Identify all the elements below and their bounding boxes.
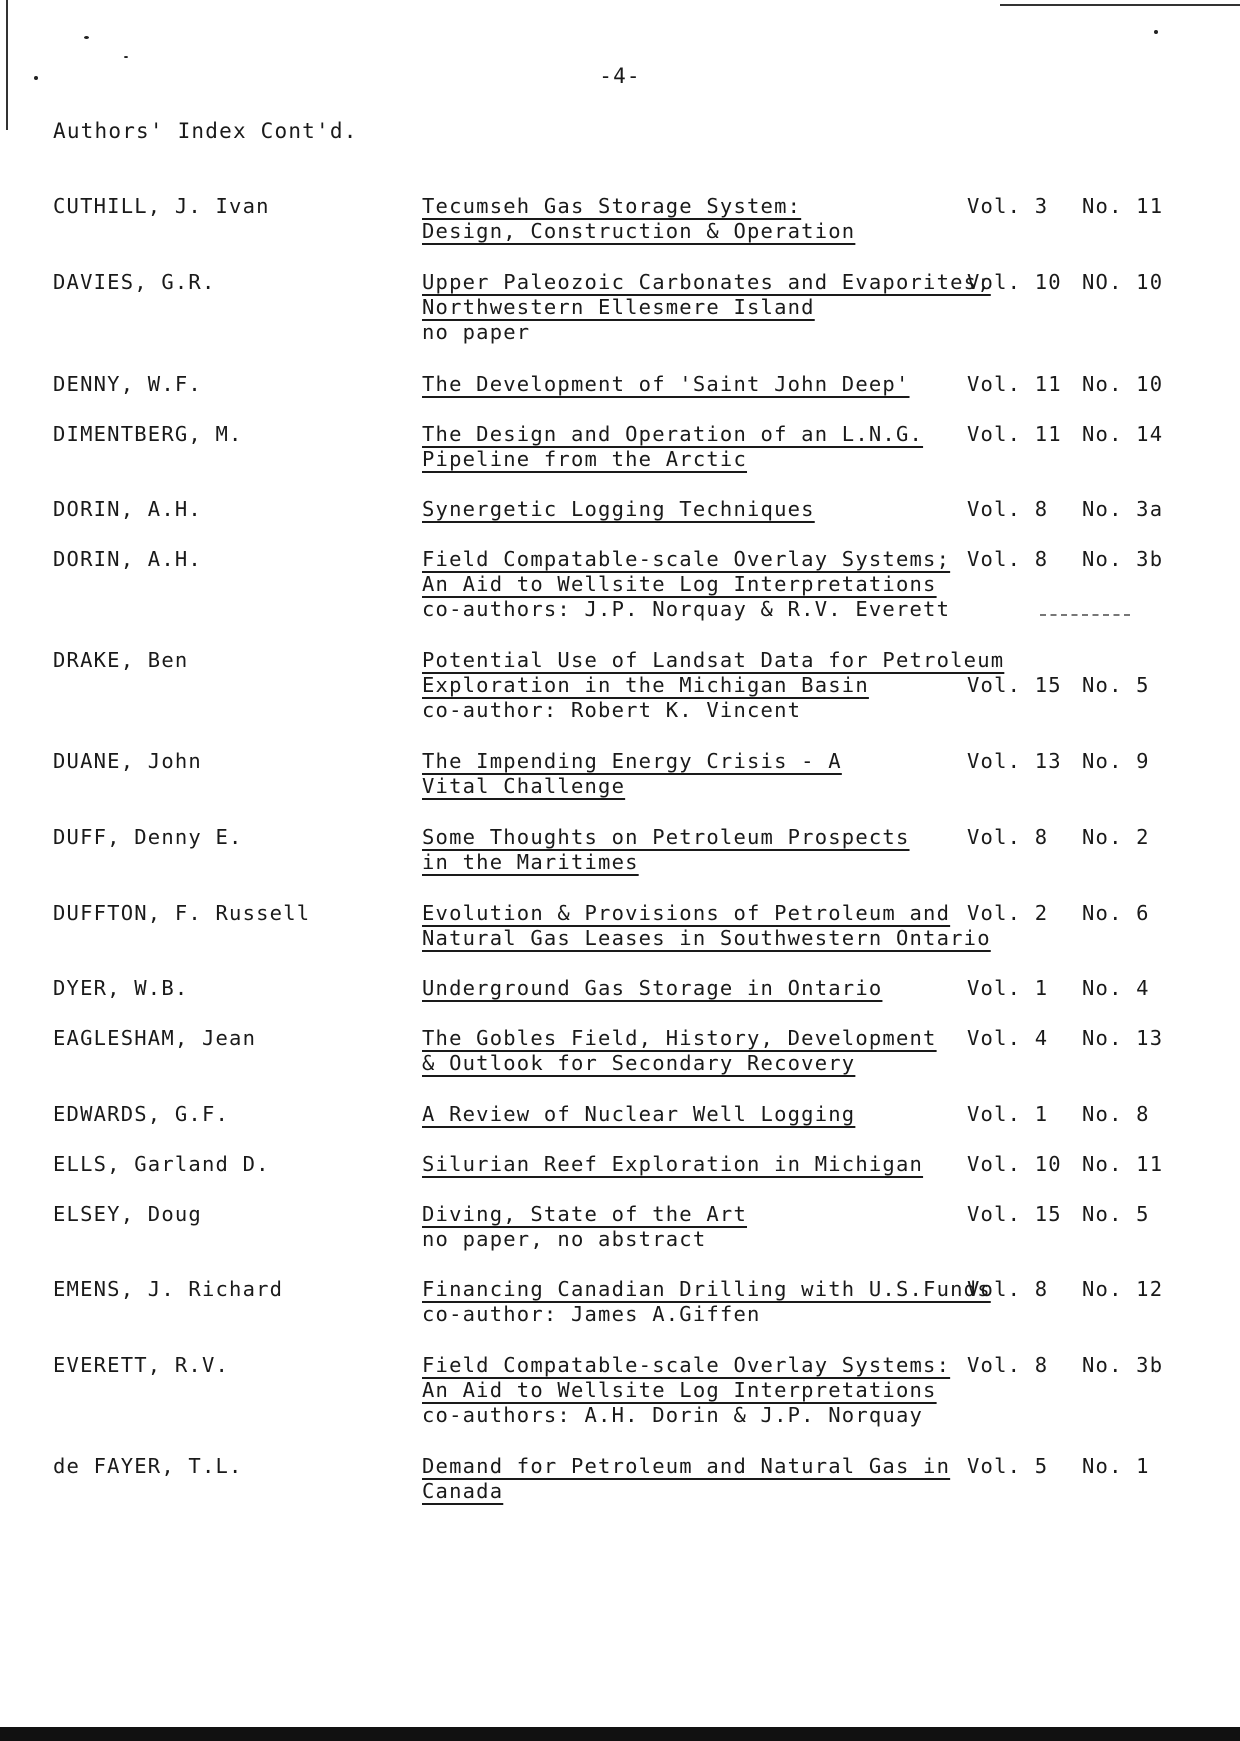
volume-number: Vol. 13 bbox=[967, 749, 1062, 773]
author-name: DENNY, W.F. bbox=[53, 372, 202, 396]
author-name: ELLS, Garland D. bbox=[53, 1152, 270, 1176]
issue-number: No. 3a bbox=[1082, 497, 1164, 521]
scan-speck bbox=[84, 36, 89, 39]
paper-title-line: Pipeline from the Arctic bbox=[422, 447, 748, 471]
volume-number: Vol. 15 bbox=[967, 673, 1062, 697]
paper-title-block bbox=[422, 497, 815, 522]
author-name: DYER, W.B. bbox=[53, 976, 189, 1000]
paper-title-block bbox=[422, 825, 910, 875]
paper-title-line: Design, Construction & Operation bbox=[422, 219, 856, 243]
author-name: ELSEY, Doug bbox=[53, 1202, 202, 1226]
section-heading: Authors' Index Cont'd. bbox=[53, 119, 358, 143]
paper-title-line: Underground Gas Storage in Ontario bbox=[422, 976, 883, 1000]
paper-title-block bbox=[422, 749, 842, 799]
author-name: DRAKE, Ben bbox=[53, 648, 189, 672]
volume-number: Vol. 3 bbox=[967, 194, 1049, 218]
paper-title-line: Exploration in the Michigan Basin bbox=[422, 673, 869, 697]
scan-speck bbox=[1154, 30, 1158, 34]
paper-title-block bbox=[422, 1353, 950, 1428]
volume-number: Vol. 10 bbox=[967, 1152, 1062, 1176]
paper-note: co-author: James A.Giffen bbox=[422, 1302, 761, 1326]
author-name: DORIN, A.H. bbox=[53, 497, 202, 521]
page-number: -4- bbox=[599, 64, 641, 88]
paper-note: co-authors: J.P. Norquay & R.V. Everett bbox=[422, 597, 951, 621]
issue-number: No. 5 bbox=[1082, 673, 1150, 697]
issue-number: No. 8 bbox=[1082, 1102, 1150, 1126]
paper-title-line: The Design and Operation of an L.N.G. bbox=[422, 422, 924, 446]
paper-title-line: Silurian Reef Exploration in Michigan bbox=[422, 1152, 924, 1176]
paper-title-line: in the Maritimes bbox=[422, 850, 639, 874]
issue-number: No. 14 bbox=[1082, 422, 1164, 446]
paper-title-line: An Aid to Wellsite Log Interpretations bbox=[422, 1378, 937, 1402]
author-name: EAGLESHAM, Jean bbox=[53, 1026, 257, 1050]
issue-number: No. 6 bbox=[1082, 901, 1150, 925]
paper-title-line: Potential Use of Landsat Data for Petroleum bbox=[422, 648, 1005, 672]
issue-number: No. 11 bbox=[1082, 1152, 1164, 1176]
paper-title-block bbox=[422, 372, 910, 397]
volume-number: Vol. 5 bbox=[967, 1454, 1049, 1478]
paper-title-block bbox=[422, 901, 991, 951]
paper-title-block bbox=[422, 422, 923, 472]
volume-number: Vol. 10 bbox=[967, 270, 1062, 294]
scan-edge-bottom bbox=[0, 1727, 1240, 1741]
paper-note: co-authors: A.H. Dorin & J.P. Norquay bbox=[422, 1403, 924, 1427]
volume-number: Vol. 1 bbox=[967, 976, 1049, 1000]
author-name: DIMENTBERG, M. bbox=[53, 422, 243, 446]
paper-title-block bbox=[422, 648, 1004, 723]
volume-number: Vol. 8 bbox=[967, 497, 1049, 521]
paper-title-line: Vital Challenge bbox=[422, 774, 626, 798]
author-name: CUTHILL, J. Ivan bbox=[53, 194, 270, 218]
paper-title-line: & Outlook for Secondary Recovery bbox=[422, 1051, 856, 1075]
issue-number: No. 1 bbox=[1082, 1454, 1150, 1478]
issue-number: No. 12 bbox=[1082, 1277, 1164, 1301]
author-name: EVERETT, R.V. bbox=[53, 1353, 230, 1377]
author-name: EMENS, J. Richard bbox=[53, 1277, 284, 1301]
issue-number: No. 3b bbox=[1082, 1353, 1164, 1377]
paper-title-block bbox=[422, 1454, 950, 1504]
paper-title-block bbox=[422, 1152, 923, 1177]
paper-title-block bbox=[422, 194, 855, 244]
issue-number: No. 13 bbox=[1082, 1026, 1164, 1050]
paper-title-block bbox=[422, 1202, 747, 1252]
paper-title-block bbox=[422, 1026, 937, 1076]
paper-title-line: Canada bbox=[422, 1479, 504, 1503]
paper-title-line: Demand for Petroleum and Natural Gas in bbox=[422, 1454, 951, 1478]
paper-title-line: Evolution & Provisions of Petroleum and bbox=[422, 901, 951, 925]
issue-number: No. 4 bbox=[1082, 976, 1150, 1000]
volume-number: Vol. 2 bbox=[967, 901, 1049, 925]
author-name: de FAYER, T.L. bbox=[53, 1454, 243, 1478]
volume-number: Vol. 8 bbox=[967, 547, 1049, 571]
paper-title-line: Field Compatable-scale Overlay Systems: bbox=[422, 1353, 951, 1377]
paper-title-line: Northwestern Ellesmere Island bbox=[422, 295, 815, 319]
paper-title-line: Upper Paleozoic Carbonates and Evaporites; bbox=[422, 270, 991, 294]
paper-title-line: A Review of Nuclear Well Logging bbox=[422, 1102, 856, 1126]
issue-number: No. 11 bbox=[1082, 194, 1164, 218]
paper-note: co-author: Robert K. Vincent bbox=[422, 698, 802, 722]
issue-number: No. 5 bbox=[1082, 1202, 1150, 1226]
paper-title-line: Tecumseh Gas Storage System: bbox=[422, 194, 802, 218]
author-name: DUFF, Denny E. bbox=[53, 825, 243, 849]
issue-number: No. 3b bbox=[1082, 547, 1164, 571]
paper-note: no paper, no abstract bbox=[422, 1227, 707, 1251]
paper-title-line: Natural Gas Leases in Southwestern Ontario bbox=[422, 926, 991, 950]
volume-number: Vol. 8 bbox=[967, 825, 1049, 849]
paper-title-line: The Gobles Field, History, Development bbox=[422, 1026, 937, 1050]
volume-number: Vol. 15 bbox=[967, 1202, 1062, 1226]
author-name: EDWARDS, G.F. bbox=[53, 1102, 230, 1126]
pencil-mark bbox=[1040, 614, 1130, 618]
paper-title-line: Some Thoughts on Petroleum Prospects bbox=[422, 825, 910, 849]
paper-title-line: Financing Canadian Drilling with U.S.Funds bbox=[422, 1277, 991, 1301]
paper-title-line: The Development of 'Saint John Deep' bbox=[422, 372, 910, 396]
issue-number: No. 2 bbox=[1082, 825, 1150, 849]
scan-speck bbox=[124, 56, 128, 58]
paper-title-block bbox=[422, 270, 991, 345]
volume-number: Vol. 11 bbox=[967, 422, 1062, 446]
volume-number: Vol. 4 bbox=[967, 1026, 1049, 1050]
author-name: DORIN, A.H. bbox=[53, 547, 202, 571]
paper-title-block bbox=[422, 1102, 855, 1127]
issue-number: No. 10 bbox=[1082, 372, 1164, 396]
paper-title-line: Diving, State of the Art bbox=[422, 1202, 748, 1226]
paper-title-line: The Impending Energy Crisis - A bbox=[422, 749, 842, 773]
issue-number: NO. 10 bbox=[1082, 270, 1164, 294]
volume-number: Vol. 8 bbox=[967, 1353, 1049, 1377]
author-name: DUANE, John bbox=[53, 749, 202, 773]
author-name: DUFFTON, F. Russell bbox=[53, 901, 311, 925]
scan-edge-top bbox=[1000, 4, 1240, 6]
paper-title-block bbox=[422, 547, 950, 622]
issue-number: No. 9 bbox=[1082, 749, 1150, 773]
paper-note: no paper bbox=[422, 320, 531, 344]
paper-title-line: Synergetic Logging Techniques bbox=[422, 497, 815, 521]
author-name: DAVIES, G.R. bbox=[53, 270, 216, 294]
volume-number: Vol. 11 bbox=[967, 372, 1062, 396]
paper-title-block bbox=[422, 976, 882, 1001]
volume-number: Vol. 1 bbox=[967, 1102, 1049, 1126]
paper-title-block bbox=[422, 1277, 991, 1327]
paper-title-line: An Aid to Wellsite Log Interpretations bbox=[422, 572, 937, 596]
volume-number: Vol. 8 bbox=[967, 1277, 1049, 1301]
paper-title-line: Field Compatable-scale Overlay Systems; bbox=[422, 547, 951, 571]
